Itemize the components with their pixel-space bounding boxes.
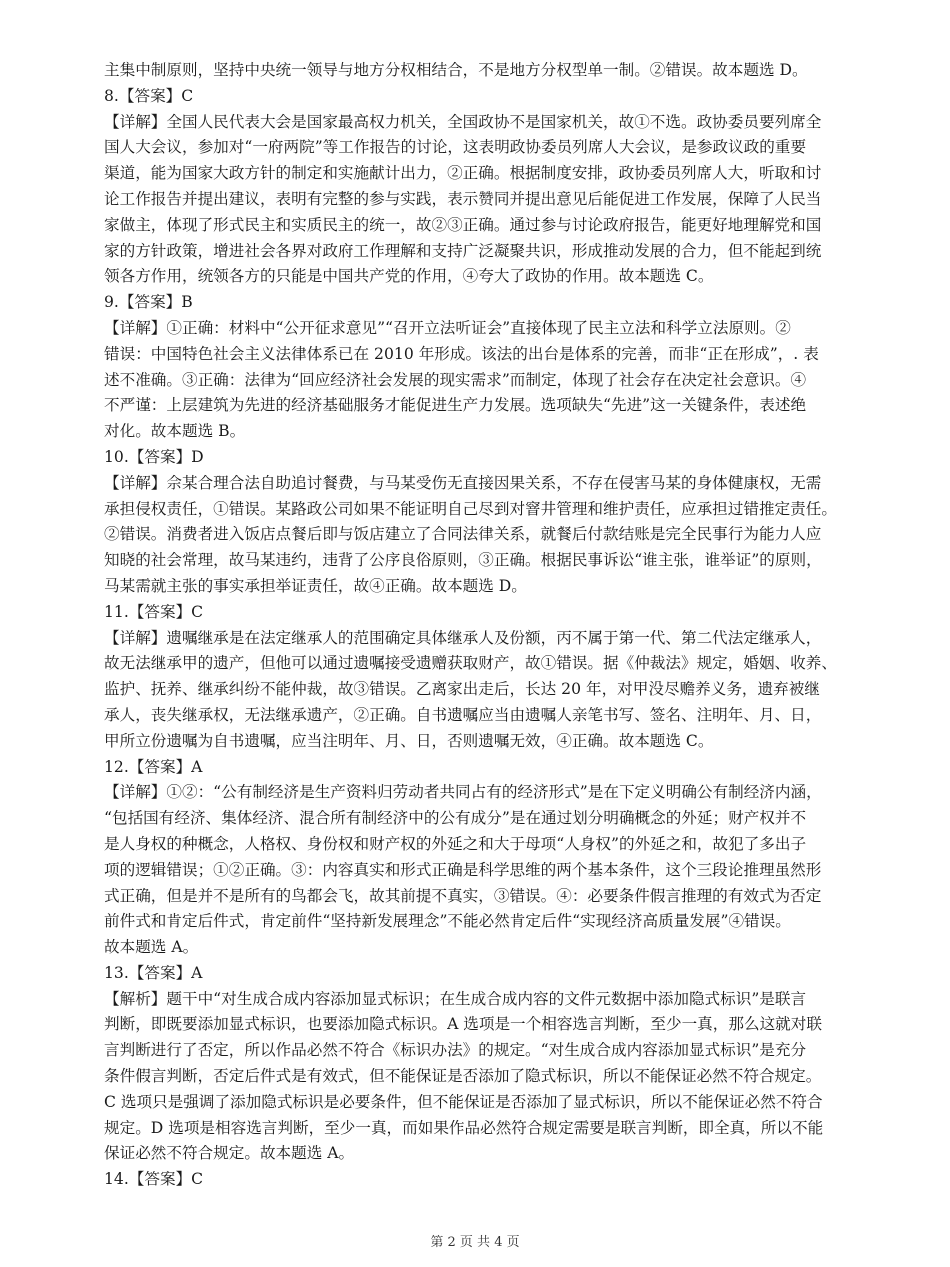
explanation-line: 【详解】遗嘱继承是在法定继承人的范围确定具体继承人及份额，丙不属于第一代、第二代法定继承人， bbox=[104, 628, 822, 647]
explanation-line: 甲所立份遗嘱为自书遗嘱，应当注明年、月、日，否则遗嘱无效，④正确。故本题选 C。 bbox=[104, 731, 714, 750]
explanation-line: 【详解】①②：“公有制经济是生产资料归劳动者共同占有的经济形式”是在下定义明确公有制经济内涵， bbox=[104, 783, 822, 802]
explanation-line: 是人身权的种概念，人格权、身份权和财产权的外延之和大于母项“人身权”的外延之和，故犯了多出子 bbox=[104, 834, 807, 853]
answer-block bbox=[104, 755, 868, 961]
explanation-line: 条件假言判断，否定后件式是有效式，但不能保证是否添加了隐式标识，所以不能保证必然不符合规定。 bbox=[104, 1067, 822, 1086]
explanation-line: 判断，即既要添加显式标识，也要添加隐式标识。A 选项是一个相容选言判断，至少一真，那么这就对联 bbox=[104, 1015, 822, 1034]
explanation-line: 渠道，能为国家大政方针的制定和实施献计出力，②正确。根据制度安排，政协委员列席人大，听取和讨 bbox=[104, 164, 822, 183]
explanation-line: 【详解】①正确：材料中“公开征求意见”“召开立法听证会”直接体现了民主立法和科学立法原则。② bbox=[104, 318, 791, 337]
explanation-line: 【详解】全国人民代表大会是国家最高权力机关，全国政协不是国家机关，故①不选。政协委员要列席全 bbox=[104, 112, 822, 131]
explanation-line: 【解析】题干中“对生成合成内容添加显式标识；在生成合成内容的文件元数据中添加隐式标识”是联言 bbox=[104, 989, 807, 1008]
answer-block bbox=[104, 600, 868, 755]
explanation-line: 家的方针政策，增进社会各界对政府工作理解和支持广泛凝聚共识，形成推动发展的合力，但不能起到统 bbox=[104, 241, 822, 260]
explanation-line: 领各方作用，统领各方的只能是中国共产党的作用，④夸大了政协的作用。故本题选 C。 bbox=[104, 267, 714, 286]
explanation-line: 前件式和肯定后件式，肯定前件“坚持新发展理念”不能必然肯定后件“实现经济高质量发展”④错误。 bbox=[104, 912, 791, 931]
explanation-line: 项的逻辑错误；①②正确。③：内容真实和形式正确是科学思维的两个基本条件，这个三段论推理虽然形 bbox=[104, 860, 822, 879]
explanation-line: 承人，丧失继承权，无法继承遗产，②正确。自书遗嘱应当由遗嘱人亲笔书写、签名、注明年、月、日， bbox=[104, 705, 822, 724]
answer-heading: 12.【答案】A bbox=[104, 757, 203, 776]
intro-line: 主集中制原则，坚持中央统一领导与地方分权相结合，不是地方分权型单一制。②错误。故本题选 D。 bbox=[104, 61, 808, 79]
explanation-line: 国人大会议，参加对“一府两院”等工作报告的讨论，这表明政协委员列席人大会议，是参政议政的重要 bbox=[104, 138, 807, 157]
answer-block bbox=[104, 84, 868, 290]
explanation-line: 家做主，体现了形式民主和实质民主的统一，故②③正确。通过参与讨论政府报告，能更好地理解党和国 bbox=[104, 215, 822, 234]
answer-heading: 13.【答案】A bbox=[104, 963, 203, 982]
explanation-line: 式正确，但是并不是所有的鸟都会飞，故其前提不真实，③错误。④：必要条件假言推理的有效式为否定 bbox=[104, 886, 822, 905]
answer-heading: 14.【答案】C bbox=[104, 1170, 204, 1189]
explanation-line: 对化。故本题选 B。 bbox=[104, 422, 246, 441]
explanation-line: 言判断进行了否定，所以作品必然不符合《标识办法》的规定。“对生成合成内容添加显式标识”是充分 bbox=[104, 1041, 807, 1060]
explanation-line: 不严谨：上层建筑为先进的经济基础服务才能促进生产力发展。选项缺失“先进”这一关键条件，表述绝 bbox=[104, 396, 807, 415]
answer-block bbox=[104, 1167, 868, 1193]
explanation-line: 错误：中国特色社会主义法律体系已在 2010 年形成。该法的出台是体系的完善，而非“正在形成”，. 表 bbox=[104, 344, 819, 363]
answer-block bbox=[104, 290, 868, 445]
explanation-line: 故无法继承甲的遗产，但他可以通过遗嘱接受遗赠获取财产，故①错误。据《仲裁法》规定，婚姻、收养、 bbox=[104, 654, 837, 673]
page-footer: 第 2 页 共 4 页 bbox=[430, 1235, 520, 1250]
explanation-line: 承担侵权责任，①错误。某路政公司如果不能证明自己尽到对窨井管理和维护责任，应承担过错推定责任。 bbox=[104, 499, 837, 518]
explanation-line: 述不准确。③正确：法律为“回应经济社会发展的现实需求”而制定，体现了社会存在决定社会意识。④ bbox=[104, 370, 807, 389]
explanation-line: 保证必然不符合规定。故本题选 A。 bbox=[104, 1144, 355, 1163]
explanation-line: ②错误。消费者进入饭店点餐后即与饭店建立了合同法律关系，就餐后付款结账是完全民事行为能力人应 bbox=[104, 525, 822, 544]
answer-block bbox=[104, 961, 868, 1167]
answer-heading: 11.【答案】C bbox=[104, 602, 204, 621]
document-body bbox=[104, 58, 868, 1193]
explanation-line: 知晓的社会常理，故马某违约，违背了公序良俗原则，③正确。根据民事诉讼“谁主张，谁举证”的原则， bbox=[104, 551, 822, 570]
explanation-line: 故本题选 A。 bbox=[104, 938, 199, 957]
explanation-line: C 选项只是强调了添加隐式标识是必要条件，但不能保证是否添加了显式标识，所以不能保证必然不符合 bbox=[104, 1092, 823, 1111]
answer-heading: 8.【答案】C bbox=[104, 86, 194, 105]
explanation-line: “包括国有经济、集体经济、混合所有制经济中的公有成分”是在通过划分明确概念的外延；财产权并不 bbox=[104, 809, 807, 828]
explanation-line: 规定。D 选项是相容选言判断，至少一真，而如果作品必然符合规定需要是联言判断，即全真，所以不能 bbox=[104, 1118, 824, 1137]
explanation-line: 论工作报告并提出建议，表明有完整的参与实践，表示赞同并提出意见后能促进工作发展，保障了人民当 bbox=[104, 189, 822, 208]
explanation-line: 马某需就主张的事实承担举证责任，故④正确。故本题选 D。 bbox=[104, 576, 527, 595]
answer-block bbox=[104, 445, 868, 600]
answer-heading: 10.【答案】D bbox=[104, 447, 204, 466]
answer-heading: 9.【答案】B bbox=[104, 293, 193, 312]
explanation-line: 【详解】佘某合理合法自助追讨餐费，与马某受伤无直接因果关系，不存在侵害马某的身体健康权，无需 bbox=[104, 473, 822, 492]
answer-list bbox=[104, 84, 868, 1193]
explanation-line: 监护、抚养、继承纠纷不能仲裁，故③错误。乙离家出走后，长达 20 年，对甲没尽赡养义务，遗弃被继 bbox=[104, 680, 820, 699]
